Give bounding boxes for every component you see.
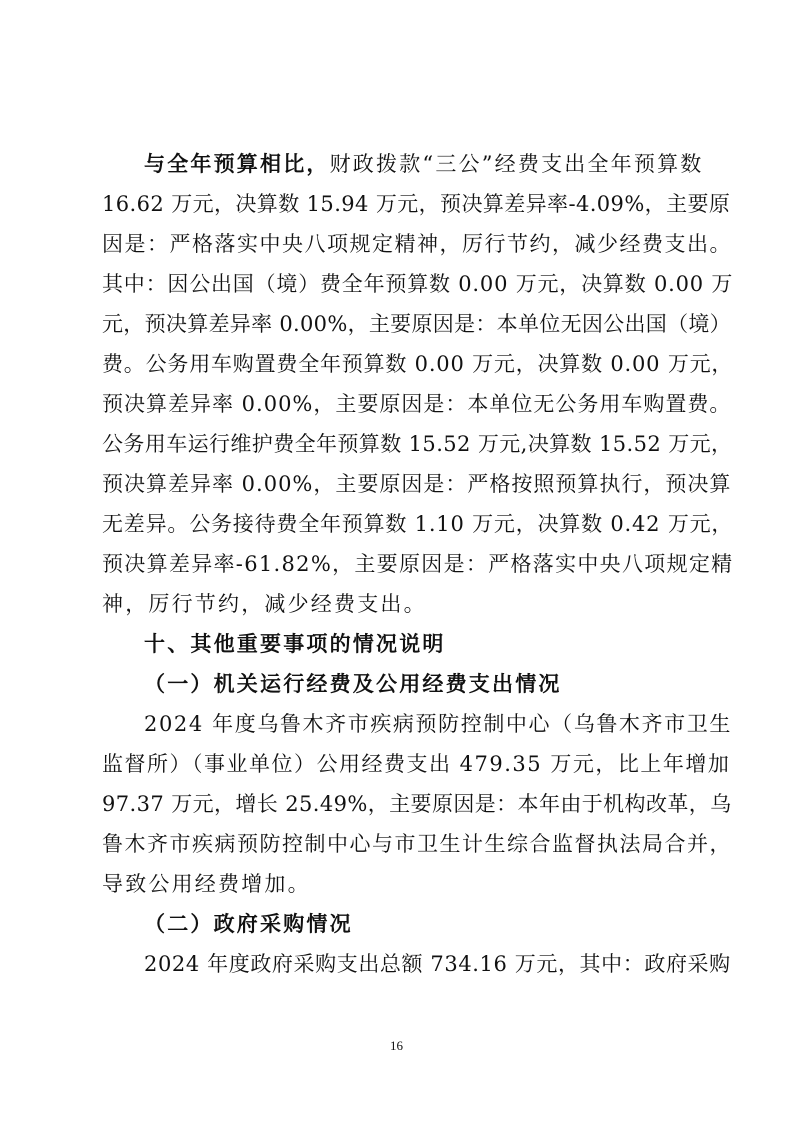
paragraph-line: 2024 年度乌鲁木齐市疾病预防控制中心（乌鲁木齐市卫生 (144, 712, 732, 736)
paragraph-line: 其中：因公出国（境）费全年预算数 0.00 万元，决算数 0.00 万 (102, 272, 734, 296)
paragraph-line: 导致公用经费增加。 (102, 872, 311, 896)
paragraph-line: 因是：严格落实中央八项规定精神，厉行节约，减少经费支出。 (102, 232, 732, 256)
subsection-heading: （一）机关运行经费及公用经费支出情况 (144, 672, 562, 696)
section-heading: 十、其他重要事项的情况说明 (144, 632, 446, 656)
subsection-heading: （二）政府采购情况 (144, 912, 353, 936)
paragraph-line: 预决算差异率-61.82%，主要原因是：严格落实中央八项规定精 (102, 552, 734, 576)
paragraph-text: 财政拨款“三公”经费支出全年预算数 (329, 152, 704, 176)
paragraph-line: 鲁木齐市疾病预防控制中心与市卫生计生综合监督执法局合并， (102, 832, 732, 856)
paragraph-line: 预决算差异率 0.00%，主要原因是：严格按照预算执行，预决算 (102, 472, 732, 496)
paragraph-line: 监督所）（事业单位）公用经费支出 479.35 万元，比上年增加 (102, 752, 731, 776)
paragraph-line: 预决算差异率 0.00%，主要原因是：本单位无公务用车购置费。 (102, 392, 732, 416)
paragraph-line: 16.62 万元，决算数 15.94 万元，预决算差异率-4.09%，主要原 (102, 192, 731, 216)
paragraph-line: 神，厉行节约，减少经费支出。 (102, 592, 427, 616)
paragraph-line: 2024 年度政府采购支出总额 734.16 万元，其中：政府采购 (144, 952, 731, 976)
paragraph-line: 无差异。公务接待费全年预算数 1.10 万元，决算数 0.42 万元， (102, 512, 734, 536)
page-number: 16 (390, 1038, 403, 1053)
paragraph-line: 公务用车运行维护费全年预算数 15.52 万元,决算数 15.52 万元， (102, 432, 733, 456)
paragraph-line: 元，预决算差异率 0.00%，主要原因是：本单位无因公出国（境） (102, 312, 731, 336)
paragraph-line: 97.37 万元，增长 25.49%，主要原因是：本年由于机构改革，乌 (102, 792, 732, 816)
paragraph-lead: 与全年预算相比， (144, 152, 330, 176)
paragraph-line: 费。公务用车购置费全年预算数 0.00 万元，决算数 0.00 万元， (102, 352, 734, 376)
paragraph-line (144, 150, 703, 178)
